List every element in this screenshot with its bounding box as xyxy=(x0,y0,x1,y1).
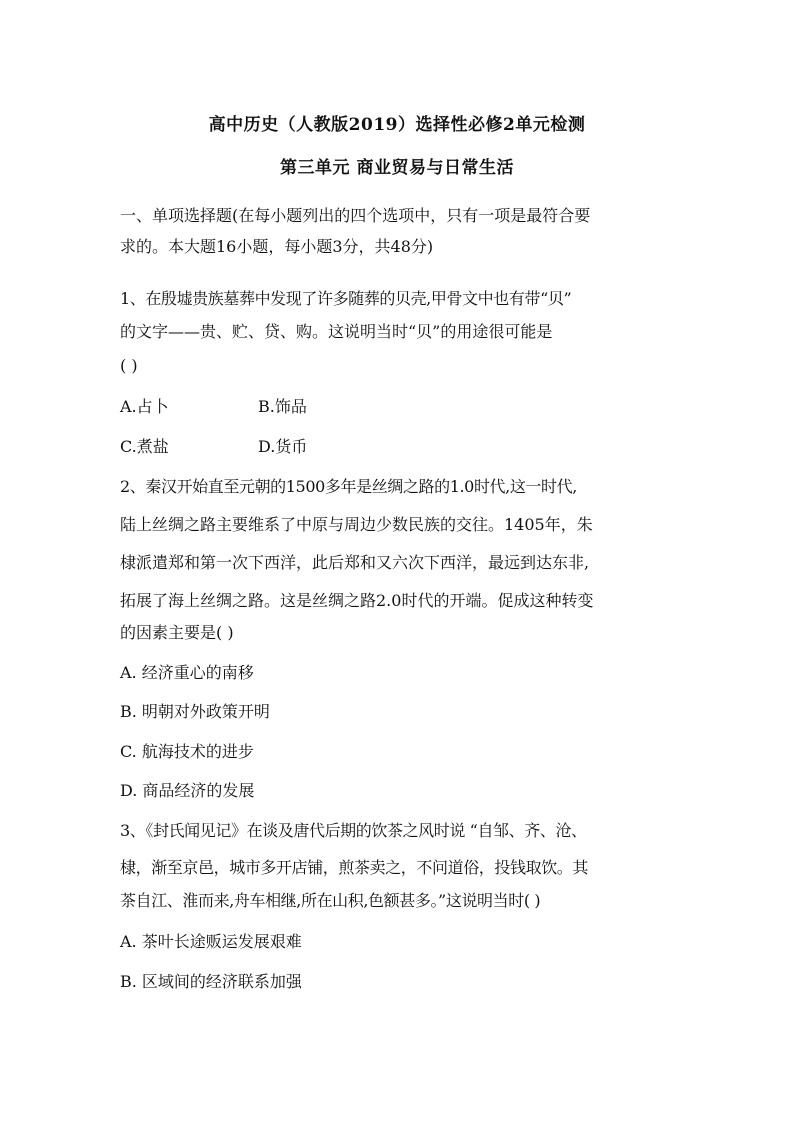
q1-option-c: C.煮盐 xyxy=(120,437,169,456)
q2-stem-line-4: 拓展了海上丝绸之路。这是丝绸之路2.0时代的开端。促成这种转变 xyxy=(120,591,594,610)
q2-option-b: B. 明朝对外政策开明 xyxy=(120,702,270,721)
section-instructions-line-1: 一、单项选择题(在每小题列出的四个选项中，只有一项是最符合要 xyxy=(120,206,591,225)
q3-stem-line-3: 茶自江、淮而来,舟车相继,所在山积,色额甚多。”这说明当时( ) xyxy=(120,891,541,910)
q2-stem-line-3: 棣派遣郑和第一次下西洋，此后郑和又六次下西洋，最远到达东非, xyxy=(120,553,590,572)
q1-option-d: D.货币 xyxy=(258,437,308,456)
q2-stem-line-2: 陆上丝绸之路主要维系了中原与周边少数民族的交往。1405年，朱 xyxy=(120,515,593,534)
q3-stem-line-1: 3、《封氏闻见记》在谈及唐代后期的饮茶之风时说 “自邹、齐、沧、 xyxy=(120,821,587,840)
q1-option-a: A.占卜 xyxy=(120,397,169,416)
q1-stem-line-2: 的文字——贵、贮、贷、购。这说明当时“贝”的用途很可能是 xyxy=(120,322,553,341)
q2-stem-line-1: 2、秦汉开始直至元朝的1500多年是丝绸之路的1.0时代,这一时代, xyxy=(120,477,577,496)
q2-option-a: A. 经济重心的南移 xyxy=(120,663,254,682)
q1-stem-line-3: ( ) xyxy=(120,356,138,375)
q2-option-d: D. 商品经济的发展 xyxy=(120,781,255,800)
q2-option-c: C. 航海技术的进步 xyxy=(120,742,254,761)
q3-option-b: B. 区域间的经济联系加强 xyxy=(120,972,302,991)
q3-option-a: A. 茶叶长途贩运发展艰难 xyxy=(120,932,302,951)
exam-title: 高中历史（人教版2019）选择性必修2单元检测 xyxy=(208,115,586,135)
q3-stem-line-2: 棣，渐至京邑，城市多开店铺，煎茶卖之，不问道俗，投钱取饮。其 xyxy=(120,858,589,877)
q1-stem-line-1: 1、在殷墟贵族墓葬中发现了许多随葬的贝壳,甲骨文中也有带“贝” xyxy=(120,289,572,308)
unit-title: 第三单元 商业贸易与日常生活 xyxy=(280,158,514,178)
section-instructions-line-2: 求的。本大题16小题，每小题3分，共48分) xyxy=(120,237,434,256)
q1-option-b: B.饰品 xyxy=(258,397,307,416)
q2-stem-line-5: 的因素主要是( ) xyxy=(120,623,234,642)
